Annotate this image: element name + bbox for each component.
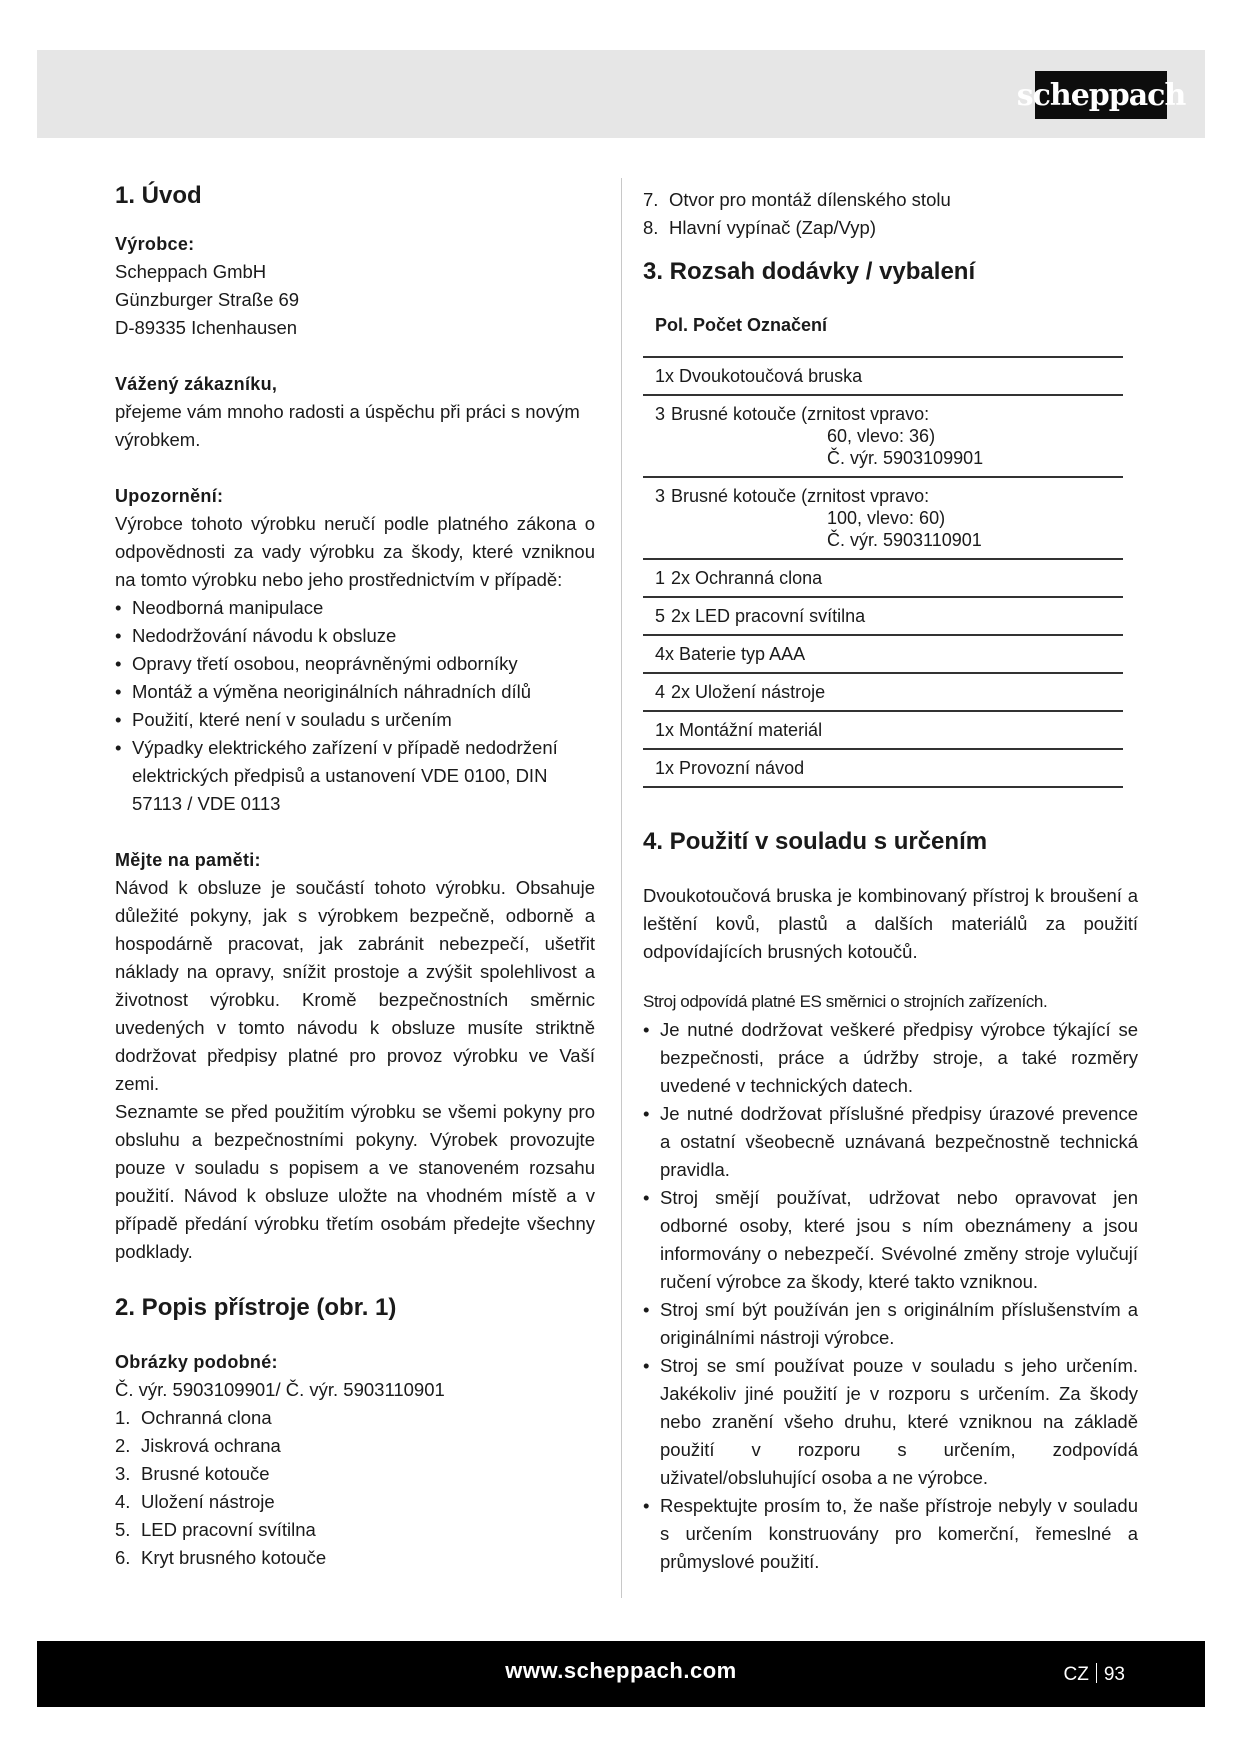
section-2-title: 2. Popis přístroje (obr. 1)	[115, 1294, 397, 1321]
section-4-title: 4. Použití v souladu s určením	[643, 828, 988, 855]
customer-text: přejeme vám mnoho radosti a úspěchu při práci s novým výrobkem.	[115, 401, 580, 450]
table-row: 1x Provozní návod	[643, 749, 1123, 787]
list-item: 2. Jiskrová ochrana	[115, 1435, 281, 1456]
manufacturer-line: Günzburger Straße 69	[115, 289, 300, 310]
list-item: 3. Brusné kotouče	[115, 1463, 270, 1484]
table-row: 5 2x LED pracovní svítilna	[643, 597, 1123, 635]
list-item: • Je nutné dodržovat příslušné předpisy úrazové prevence a ostatní všeobecně uznávaná bezpečnostně technická pravidla.	[643, 1100, 1138, 1184]
list-item: • Opravy třetí osobou, neoprávněnými odborníky	[115, 650, 595, 678]
article-numbers: Č. výr. 5903109901/ Č. výr. 5903110901	[115, 1379, 445, 1400]
remember-text: Seznamte se před použitím výrobku se všemi pokyny pro obsluhu a bezpečnostními pokyny. Výrobek provozujte pouze v souladu s popisem a ve stanoveném rozsahu použití. Návod k obsluze uložte na vhodném místě a v případě předání výrobku třetím osobám předejte všechny podklady.	[115, 1101, 595, 1262]
list-item: • Stroj smí být používán jen s originálním příslušenstvím a originálními nástroji výrobce.	[643, 1296, 1138, 1352]
section-1-title: 1. Úvod	[115, 182, 202, 209]
scheppach-logo: scheppach	[1035, 71, 1167, 119]
list-item: • Stroj smějí používat, udržovat nebo opravovat jen odborné osoby, které jsou s ním obeznámeny a jsou informovány o nebezpečí. Svévolné změny stroje vylučují ručení výrobce za škody, které takto vzniknou.	[643, 1184, 1138, 1296]
page-number: CZ 93	[1063, 1664, 1125, 1685]
list-item: • Použití, které není v souladu s určením	[115, 706, 595, 734]
table-row: 4 2x Uložení nástroje	[643, 673, 1123, 711]
list-item: • Stroj se smí používat pouze v souladu s jeho určením. Jakékoliv jiné použití je v rozporu s určením. Za škody nebo zranění všeho druhu, které vzniknou na základě použití v rozporu s určením, zodpovídá uživatel/obsluhující osoba a ne výrobce.	[643, 1352, 1138, 1492]
list-item: • Nedodržování návodu k obsluze	[115, 622, 595, 650]
table-row: 4x Baterie typ AAA	[643, 635, 1123, 673]
list-item: 8. Hlavní vypínač (Zap/Vyp)	[643, 217, 877, 238]
manufacturer-label: Výrobce:	[115, 234, 195, 254]
notice-text: Výrobce tohoto výrobku neručí podle platného zákona o odpovědnosti za vady výrobku za škody, které vzniknou na tomto výrobku nebo jeho prostřednictvím v případě:	[115, 513, 595, 590]
remember-text: Návod k obsluze je součástí tohoto výrobku. Obsahuje důležité pokyny, jak s výrobkem bezpečně, odborně a hospodárně pracovat, jak zabránit nebezpečí, ušetřit náklady na opravy, snížit prostoje a zvýšit spolehlivost a životnost výrobku. Kromě bezpečnostních směrnic uvedených v tomto návodu k obsluze musíte striktně dodržovat předpisy platné pro provoz výrobku ve Vaší zemi.	[115, 877, 595, 1094]
header-bar	[37, 50, 1205, 138]
parts-list	[115, 1404, 595, 1572]
table-row: 1x Montážní materiál	[643, 711, 1123, 749]
list-item: • Respektujte prosím to, že naše přístroje nebyly v souladu s určením konstruovány pro komerční, řemeslné a průmyslové použití.	[643, 1492, 1138, 1576]
left-column	[115, 180, 595, 1572]
table-row: 1x Dvoukotoučová bruska	[643, 357, 1123, 395]
footer-website-link[interactable]: www.scheppach.com	[505, 1658, 737, 1683]
right-column	[643, 186, 1138, 1576]
section-3-title: 3. Rozsah dodávky / vybalení	[643, 258, 976, 285]
list-item: • Neodborná manipulace	[115, 594, 595, 622]
column-divider	[621, 178, 622, 1598]
list-item: • Montáž a výměna neoriginálních náhradních dílů	[115, 678, 595, 706]
notice-list	[115, 594, 595, 818]
remember-label: Mějte na paměti:	[115, 850, 261, 870]
list-item: 1. Ochranná clona	[115, 1407, 272, 1428]
scope-of-delivery-table	[643, 314, 1123, 788]
parts-list-continued	[643, 186, 1138, 242]
table-row: 3 Brusné kotouče (zrnitost vpravo: 60, vlevo: 36) Č. výr. 5903109901	[643, 395, 1123, 477]
list-item: 6. Kryt brusného kotouče	[115, 1547, 327, 1568]
list-item: • Výpadky elektrického zařízení v případě nedodržení elektrických předpisů a ustanovení VDE 0100, DIN 57113 / VDE 0113	[115, 734, 595, 818]
intended-use-intro: Dvoukotoučová bruska je kombinovaný přístroj k broušení a leštění kovů, plastů a dalších materiálů za použití odpovídajících brusných kotoučů.	[643, 885, 1138, 962]
table-header: Pol. Počet Označení	[643, 314, 1123, 357]
manufacturer-line: D-89335 Ichenhausen	[115, 317, 298, 338]
manufacturer-line: Scheppach GmbH	[115, 261, 267, 282]
table-row: 3 Brusné kotouče (zrnitost vpravo: 100, vlevo: 60) Č. výr. 5903110901	[643, 477, 1123, 559]
list-item: 4. Uložení nástroje	[115, 1491, 275, 1512]
list-item: 5. LED pracovní svítilna	[115, 1519, 316, 1540]
footer-bar	[37, 1641, 1205, 1707]
list-item: 7. Otvor pro montáž dílenského stolu	[643, 189, 951, 210]
intended-use-list	[643, 1016, 1138, 1576]
table-row: 1 2x Ochranná clona	[643, 559, 1123, 597]
directive-text: Stroj odpovídá platné ES směrnici o strojních zařízeních.	[643, 992, 1048, 1011]
customer-label: Vážený zákazníku,	[115, 374, 278, 394]
list-item: • Je nutné dodržovat veškeré předpisy výrobce týkající se bezpečnosti, práce a údržby stroje, a také rozměry uvedené v technických datech.	[643, 1016, 1138, 1100]
notice-label: Upozornění:	[115, 486, 224, 506]
similar-label: Obrázky podobné:	[115, 1352, 278, 1372]
